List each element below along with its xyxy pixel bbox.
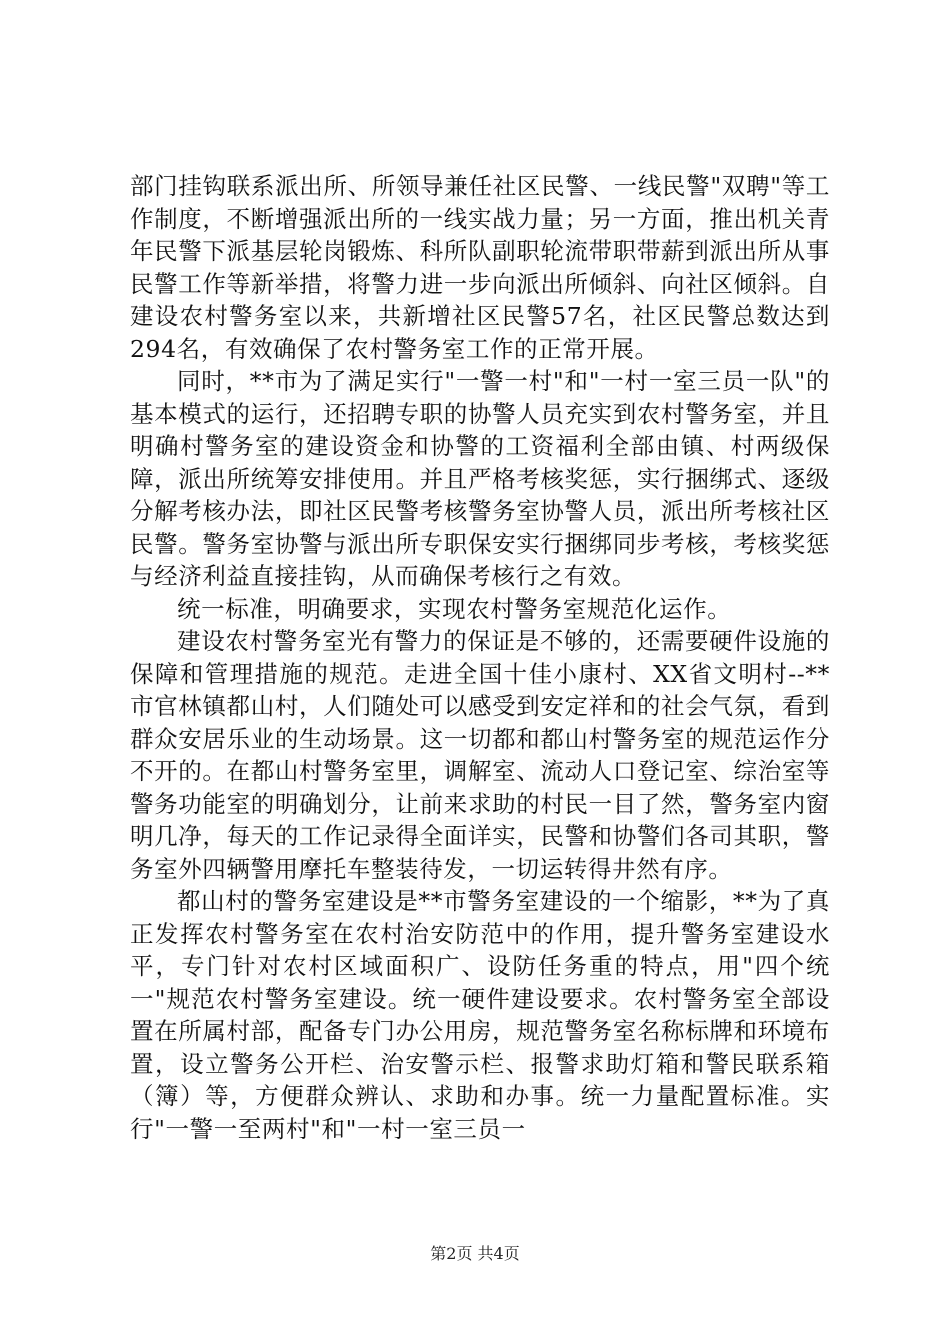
document-body: [130, 170, 830, 1145]
section-heading-paragraph: 统一标准，明确要求，实现农村警务室规范化运作。: [177, 594, 732, 623]
paragraph: 同时，**市为了满足实行"一警一村"和"一村一室三员一队"的基本模式的运行，还招聘专职的协警人员充实到农村警务室，并且明确村警务室的建设资金和协警的工资福利全部由镇、村两级保障，派出所统筹安排使用。并且严格考核奖惩，实行捆绑式、逐级分解考核办法，即社区民警考核警务室协警人员，派出所考核社区民警。警务室协警与派出所专职保安实行捆绑同步考核，考核奖惩与经济利益直接挂钩，从而确保考核行之有效。: [130, 367, 830, 590]
paragraph: 都山村的警务室建设是**市警务室建设的一个缩影，**为了真正发挥农村警务室在农村治安防范中的作用，提升警务室建设水平，专门针对农村区域面积广、设防任务重的特点，用"四个统一"规范农村警务室建设。统一硬件建设要求。农村警务室全部设置在所属村部，配备专门办公用房，规范警务室名称标牌和环境布置，设立警务公开栏、治安警示栏、报警求助灯箱和警民联系箱（簿）等，方便群众辨认、求助和办事。统一力量配置标准。实行"一警一至两村"和"一村一室三员一: [130, 887, 830, 1143]
paragraph-continued: 部门挂钩联系派出所、所领导兼任社区民警、一线民警"双聘"等工作制度，不断增强派出所的一线实战力量；另一方面，推出机关青年民警下派基层轮岗锻炼、科所队副职轮流带职带薪到派出所从事民警工作等新举措，将警力进一步向派出所倾斜、向社区倾斜。自建设农村警务室以来，共新增社区民警57名，社区民警总数达到294名，有效确保了农村警务室工作的正常开展。: [130, 172, 830, 363]
paragraph: 建设农村警务室光有警力的保证是不够的，还需要硬件设施的保障和管理措施的规范。走进全国十佳小康村、XX省文明村--**市官林镇都山村，人们随处可以感受到安定祥和的社会气氛，看到群众安居乐业的生动场景。这一切都和都山村警务室的规范运作分不开的。在都山村警务室里，调解室、流动人口登记室、综治室等警务功能室的明确划分，让前来求助的村民一目了然，警务室内窗明几净，每天的工作记录得全面详实，民警和协警们各司其职，警务室外四辆警用摩托车整装待发，一切运转得井然有序。: [130, 627, 830, 883]
page-footer: 第2页 共4页: [430, 1244, 520, 1263]
